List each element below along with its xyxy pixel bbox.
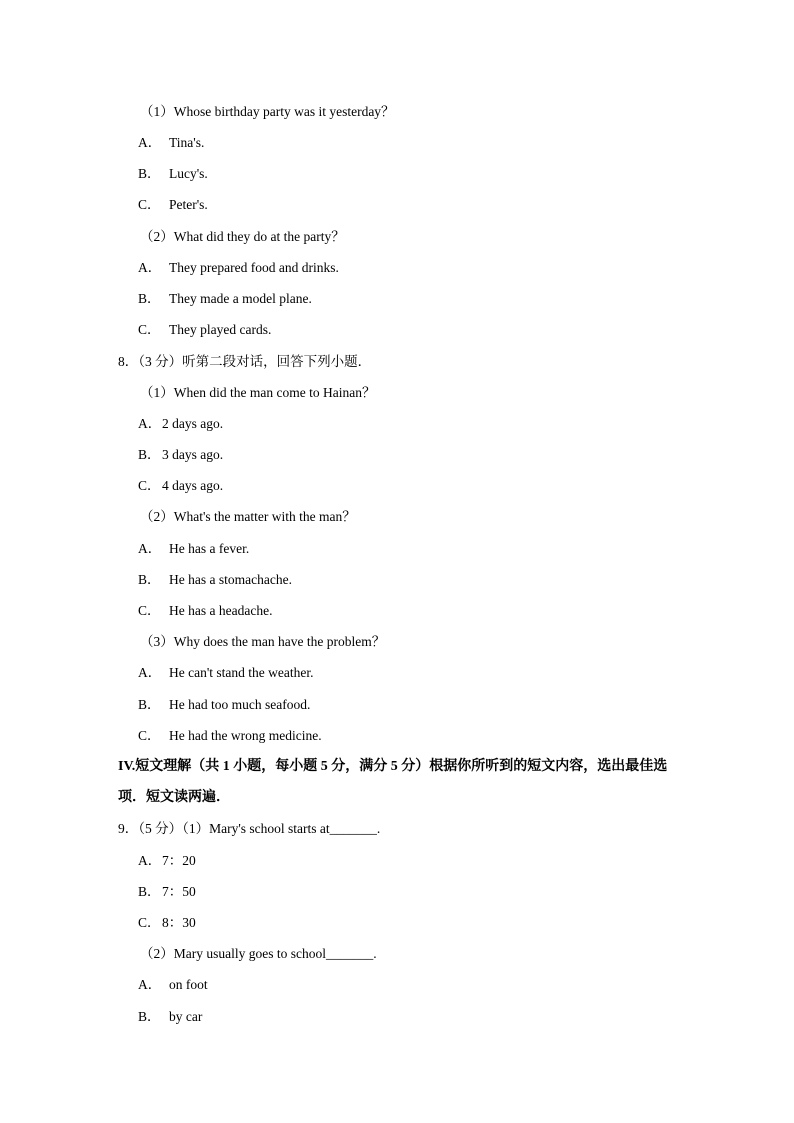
question-7-2: （2）What did they do at the party？ [140,229,345,244]
question-9-heading: 9．（5 分）（1）Mary's school starts at_______. [118,821,381,836]
option-text: 3 days ago. [162,447,224,462]
question-7-1: （1）Whose birthday party was it yesterday？ [140,104,395,119]
option-text: 4 days ago. [162,478,224,493]
option-key: B． [138,1009,161,1024]
section-iv-instructions: IV.短文理解（共 1 小题，每小题 5 分，满分 5 分）根据你所听到的短文内容，选出最佳选 [118,759,668,774]
option-text: He had the wrong medicine. [169,728,322,743]
option-text: He has a fever. [169,541,250,556]
option-key: C． [138,322,161,337]
option-text: 7：50 [162,884,196,899]
option-key: A． [138,853,162,868]
option-text: Peter's. [169,197,208,212]
question-9-2: （2）Mary usually goes to school_______. [140,946,377,961]
option-text: They played cards. [169,322,272,337]
option-key: A． [138,977,162,992]
option-key: C． [138,915,161,930]
option-text: He can't stand the weather. [169,665,314,680]
option-key: A． [138,541,162,556]
option-key: B． [138,291,161,306]
option-text: He had too much seafood. [169,697,311,712]
option-key: C． [138,728,161,743]
option-key: B． [138,572,161,587]
option-text: He has a headache. [169,603,273,618]
option-text: by car [169,1009,203,1024]
option-key: A． [138,135,162,150]
option-key: B． [138,697,161,712]
option-text: They prepared food and drinks. [169,260,339,275]
option-text: They made a model plane. [169,291,312,306]
option-key: A． [138,260,162,275]
option-key: B． [138,884,161,899]
section-iv-instructions-cont: 项．短文读两遍． [118,790,230,805]
option-text: 7：20 [162,853,196,868]
option-text: on foot [169,977,208,992]
question-8-2: （2）What's the matter with the man？ [140,509,356,524]
option-key: B． [138,166,161,181]
option-key: B． [138,447,161,462]
question-8-1: （1）When did the man come to Hainan？ [140,385,376,400]
question-8-heading: 8．（3 分）听第二段对话，回答下列小题． [118,354,372,369]
option-key: A． [138,665,162,680]
option-key: C． [138,603,161,618]
question-8-3: （3）Why does the man have the problem？ [140,634,386,649]
option-text: He has a stomachache. [169,572,292,587]
option-text: Tina's. [169,135,205,150]
option-key: C． [138,197,161,212]
option-text: Lucy's. [169,166,208,181]
option-key: C． [138,478,161,493]
option-key: A． [138,416,162,431]
option-text: 8：30 [162,915,196,930]
option-text: 2 days ago. [162,416,224,431]
